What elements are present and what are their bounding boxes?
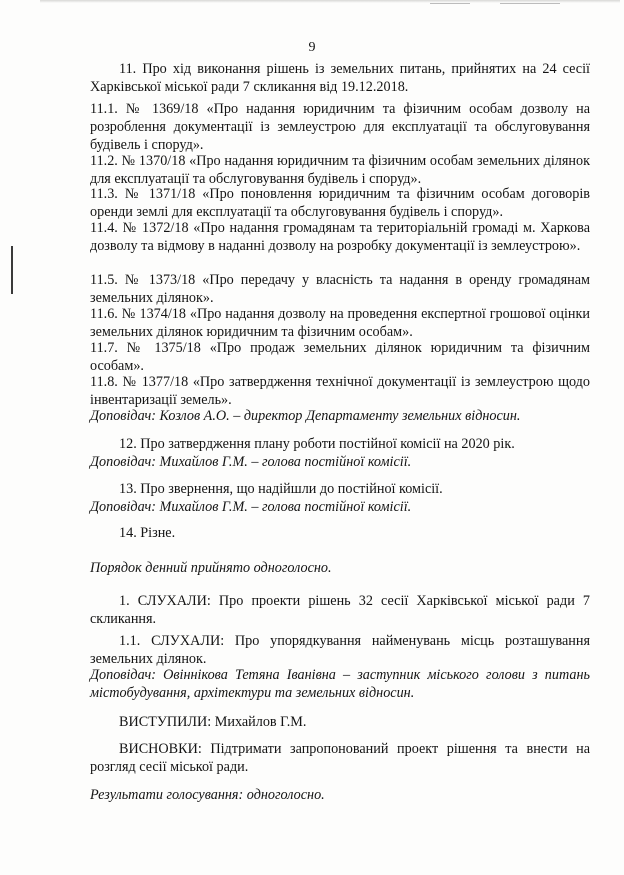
hearing-1-1: 1.1. СЛУХАЛИ: Про упорядкування найменувань місць розташування земельних ділянок. (90, 633, 590, 667)
agenda-item-11-1: 11.1. № 1369/18 «Про надання юридичним та фізичним особам дозволу на розроблення документації із землеустрою для експлуатації та обслуговування будівель і споруд». (90, 101, 590, 153)
agenda-item-11-6: 11.6. № 1374/18 «Про надання дозволу на проведення експертної грошової оцінки земельних ділянок юридичним та фізичним особам». (90, 306, 590, 340)
agenda-item-13: 13. Про звернення, що надійшли до постійної комісії. (119, 481, 443, 497)
agenda-item-14: 14. Різне. (119, 525, 176, 541)
hearing-1: 1. СЛУХАЛИ: Про проекти рішень 32 сесії Харківської міської ради 7 скликання. (90, 593, 590, 627)
agenda-item-11-2: 11.2. № 1370/18 «Про надання юридичним та фізичним особам земельних ділянок для експлуатації та обслуговування будівель і споруд». (90, 153, 590, 187)
speaker-item-13: Доповідач: Михайлов Г.М. – голова постійної комісії. (90, 499, 412, 515)
agenda-item-11-4: 11.4. № 1372/18 «Про надання громадянам та територіальній громаді м. Харкова дозволу та відмову в наданні дозволу на розробку документації із землеустрою». (90, 220, 590, 254)
spoke-line: ВИСТУПИЛИ: Михайлов Г.М. (119, 714, 307, 730)
speaker-hearing-1-1: Доповідач: Овіннікова Тетяна Іванівна – заступник міського голови з питань містобудування, архітектури та земельних відносин. (90, 667, 590, 701)
scan-artifact (11, 246, 13, 294)
vote-result: Результати голосування: одноголосно. (90, 787, 325, 803)
page-number: 9 (308, 40, 316, 55)
agenda-item-12: 12. Про затвердження плану роботи постійної комісії на 2020 рік. (119, 436, 515, 452)
agenda-item-11-7: 11.7. № 1375/18 «Про продаж земельних ділянок юридичним та фізичним особам». (90, 340, 590, 374)
conclusions-line: ВИСНОВКИ: Підтримати запропонований проект рішення та внести на розгляд сесії міської ради. (90, 741, 590, 775)
agenda-item-11-3: 11.3. № 1371/18 «Про поновлення юридичним та фізичним особам договорів оренди землі для експлуатації та обслуговування будівель і споруд». (90, 186, 590, 220)
agenda-item-11-8: 11.8. № 1377/18 «Про затвердження технічної документації із землеустрою щодо інвентаризації земель». (90, 374, 590, 408)
scan-artifact (430, 3, 470, 4)
speaker-item-11: Доповідач: Козлов А.О. – директор Департаменту земельних відносин. (90, 408, 521, 424)
speaker-item-12: Доповідач: Михайлов Г.М. – голова постійної комісії. (90, 454, 412, 470)
agenda-adopted-note: Порядок денний прийнято одноголосно. (90, 560, 332, 576)
scan-artifact (500, 3, 560, 4)
agenda-item-11-5: 11.5. № 1373/18 «Про передачу у власність та надання в оренду громадянам земельних ділянок». (90, 272, 590, 306)
agenda-item-11: 11. Про хід виконання рішень із земельних питань, прийнятих на 24 сесії Харківської міської ради 7 скликання від 19.12.2018. (90, 61, 590, 95)
